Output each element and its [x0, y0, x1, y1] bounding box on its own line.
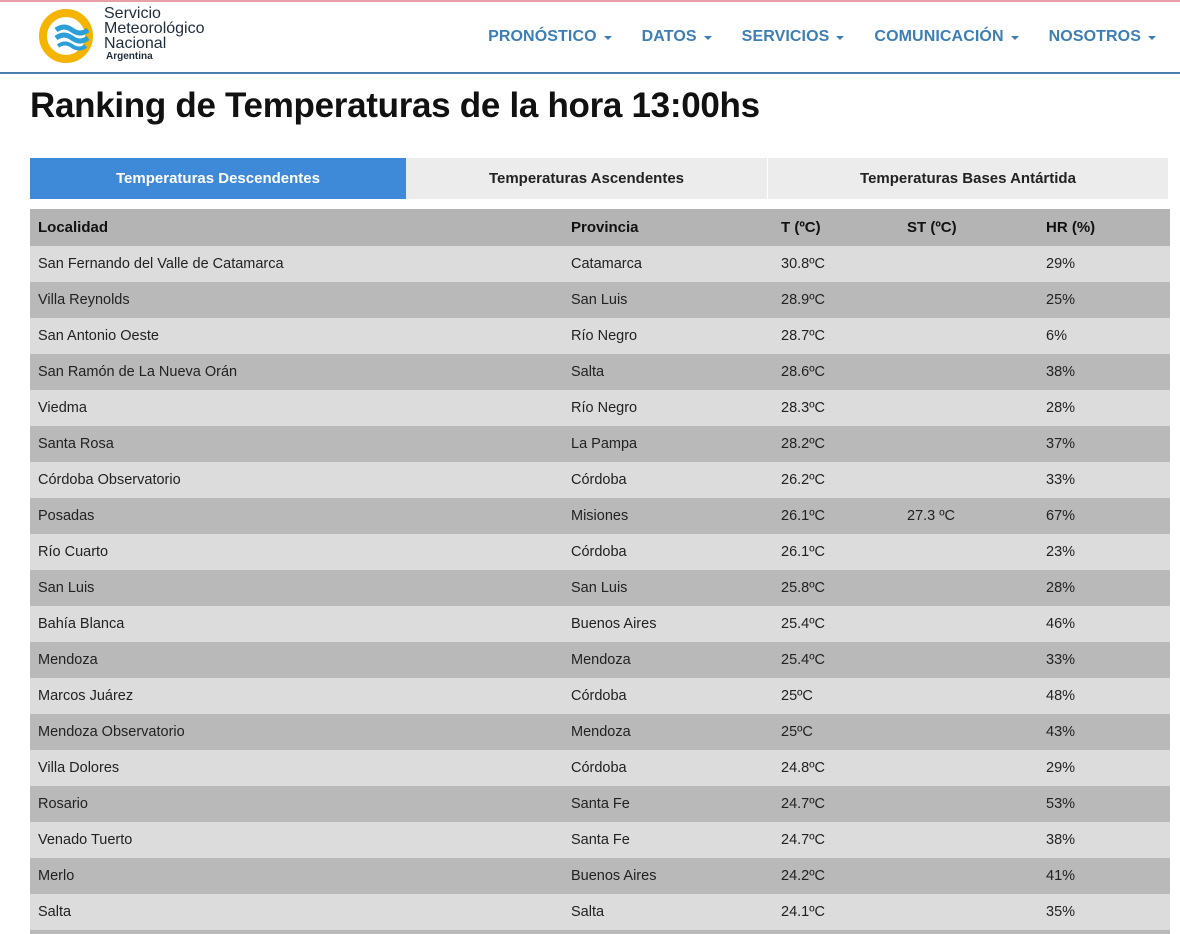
tab-ascendentes[interactable]: Temperaturas Ascendentes	[406, 158, 768, 199]
cell-provincia: Salta	[563, 894, 773, 930]
cell-localidad: San Ramón de La Nueva Orán	[30, 354, 563, 390]
cell-localidad: Salta	[30, 894, 563, 930]
cell-localidad: Santa Rosa	[30, 426, 563, 462]
caret-down-icon	[836, 36, 844, 40]
logo-text	[104, 6, 205, 63]
logo-line-2: Meteorológico	[104, 20, 205, 37]
cell-provincia: Mendoza	[563, 642, 773, 678]
cell-localidad: Viedma	[30, 390, 563, 426]
cell-sensacion	[899, 858, 1038, 894]
cell-humedad: 38%	[1038, 822, 1170, 858]
nav-nosotros-label: NOSOTROS	[1048, 28, 1141, 45]
col-header-provincia: Provincia	[563, 209, 773, 246]
tab-antartida[interactable]: Temperaturas Bases Antártida	[768, 158, 1168, 199]
cell-sensacion	[899, 318, 1038, 354]
cell-sensacion	[899, 390, 1038, 426]
cell-sensacion	[899, 282, 1038, 318]
cell-temperatura: 26.1ºC	[773, 498, 899, 534]
cell-humedad: 23%	[1038, 534, 1170, 570]
cell-sensacion	[899, 354, 1038, 390]
caret-down-icon	[1011, 36, 1019, 40]
cell-provincia: San Luis	[563, 570, 773, 606]
site-header	[0, 2, 1180, 74]
cell-sensacion	[899, 642, 1038, 678]
cell-temperatura: 24.7ºC	[773, 822, 899, 858]
cell-localidad: Posadas	[30, 498, 563, 534]
cell-humedad: 33%	[1038, 642, 1170, 678]
cell-provincia: Mendoza	[563, 714, 773, 750]
table-row	[30, 534, 1170, 570]
cell-temperatura: 25ºC	[773, 714, 899, 750]
cell-sensacion	[899, 822, 1038, 858]
cell-provincia: Buenos Aires	[563, 858, 773, 894]
table-row	[30, 894, 1170, 930]
cell-temperatura: 24.7ºC	[773, 786, 899, 822]
cell-temperatura: 24.1ºC	[773, 894, 899, 930]
table-row	[30, 678, 1170, 714]
cell-localidad: San Antonio Oeste	[30, 318, 563, 354]
cell-sensacion	[899, 534, 1038, 570]
cell-humedad: 28%	[1038, 390, 1170, 426]
cell-localidad: San Luis	[30, 570, 563, 606]
cell-sensacion	[899, 786, 1038, 822]
cell-provincia: Catamarca	[563, 246, 773, 282]
cell-humedad: 48%	[1038, 678, 1170, 714]
cell-humedad: 53%	[1038, 786, 1170, 822]
cell-localidad: Venado Tuerto	[30, 822, 563, 858]
table-row	[30, 606, 1170, 642]
cell-localidad: Marcos Juárez	[30, 678, 563, 714]
cell-localidad: Villa Dolores	[30, 750, 563, 786]
table-row	[30, 642, 1170, 678]
table-row	[30, 714, 1170, 750]
cell-sensacion: 27.3 ºC	[899, 498, 1038, 534]
cell-localidad: Río Cuarto	[30, 534, 563, 570]
table-row	[30, 786, 1170, 822]
smn-logo[interactable]	[38, 5, 205, 66]
cell-temperatura: 25.8ºC	[773, 570, 899, 606]
caret-down-icon	[604, 36, 612, 40]
cell-humedad: 35%	[1038, 894, 1170, 930]
cell-provincia: Salta	[563, 354, 773, 390]
cell-temperatura: 25.4ºC	[773, 642, 899, 678]
cell-sensacion	[899, 246, 1038, 282]
cell-temperatura: 28.9ºC	[773, 282, 899, 318]
cell-provincia: Río Negro	[563, 318, 773, 354]
cell-humedad: 43%	[1038, 714, 1170, 750]
nav-datos[interactable]	[642, 28, 712, 46]
table-row	[30, 282, 1170, 318]
cell-humedad: 67%	[1038, 498, 1170, 534]
table-row	[30, 570, 1170, 606]
cell-temperatura: 30.8ºC	[773, 246, 899, 282]
cell-humedad: 6%	[1038, 318, 1170, 354]
cell-sensacion	[899, 462, 1038, 498]
cell-localidad: Villa Reynolds	[30, 282, 563, 318]
nav-pronostico[interactable]	[488, 28, 612, 46]
cell-temperatura: 28.2ºC	[773, 426, 899, 462]
table-row	[30, 462, 1170, 498]
cell-provincia: Santa Fe	[563, 786, 773, 822]
cell-sensacion	[899, 570, 1038, 606]
table-row	[30, 858, 1170, 894]
cell-sensacion	[899, 606, 1038, 642]
ranking-tabs	[30, 158, 1170, 199]
table-bottom-edge	[30, 930, 1170, 934]
cell-humedad: 29%	[1038, 246, 1170, 282]
cell-sensacion	[899, 894, 1038, 930]
cell-humedad: 25%	[1038, 282, 1170, 318]
col-header-localidad: Localidad	[30, 209, 563, 246]
cell-localidad: Córdoba Observatorio	[30, 462, 563, 498]
main-nav	[458, 28, 1156, 46]
nav-datos-label: DATOS	[641, 28, 697, 45]
cell-temperatura: 25ºC	[773, 678, 899, 714]
cell-localidad: Bahía Blanca	[30, 606, 563, 642]
cell-provincia: Córdoba	[563, 462, 773, 498]
nav-servicios[interactable]	[742, 28, 845, 46]
cell-localidad: Mendoza	[30, 642, 563, 678]
table-row	[30, 354, 1170, 390]
cell-localidad: Merlo	[30, 858, 563, 894]
table-row	[30, 318, 1170, 354]
cell-humedad: 28%	[1038, 570, 1170, 606]
cell-temperatura: 24.8ºC	[773, 750, 899, 786]
cell-provincia: Río Negro	[563, 390, 773, 426]
cell-temperatura: 28.6ºC	[773, 354, 899, 390]
cell-sensacion	[899, 678, 1038, 714]
cell-humedad: 38%	[1038, 354, 1170, 390]
cell-humedad: 33%	[1038, 462, 1170, 498]
cell-provincia: Santa Fe	[563, 822, 773, 858]
table-row	[30, 426, 1170, 462]
cell-temperatura: 26.1ºC	[773, 534, 899, 570]
cell-temperatura: 28.3ºC	[773, 390, 899, 426]
cell-provincia: Córdoba	[563, 750, 773, 786]
page-title: Ranking de Temperaturas de la hora 13:00hs	[30, 86, 760, 125]
smn-logo-icon	[38, 6, 100, 64]
cell-localidad: Rosario	[30, 786, 563, 822]
cell-humedad: 29%	[1038, 750, 1170, 786]
col-header-sensacion: ST (ºC)	[899, 209, 1038, 246]
tab-descendentes[interactable]: Temperaturas Descendentes	[30, 158, 406, 199]
cell-temperatura: 28.7ºC	[773, 318, 899, 354]
table-body	[30, 246, 1170, 930]
cell-temperatura: 26.2ºC	[773, 462, 899, 498]
cell-localidad: San Fernando del Valle de Catamarca	[30, 246, 563, 282]
cell-sensacion	[899, 714, 1038, 750]
nav-comunicacion-label: COMUNICACIÓN	[874, 28, 1004, 45]
cell-provincia: Córdoba	[563, 678, 773, 714]
table-header-row	[30, 209, 1170, 246]
cell-sensacion	[899, 426, 1038, 462]
logo-line-4: Argentina	[106, 51, 153, 62]
col-header-temperatura: T (ºC)	[773, 209, 899, 246]
nav-nosotros[interactable]	[1049, 28, 1156, 46]
cell-provincia: La Pampa	[563, 426, 773, 462]
table-row	[30, 390, 1170, 426]
col-header-humedad: HR (%)	[1038, 209, 1170, 246]
cell-provincia: Buenos Aires	[563, 606, 773, 642]
cell-humedad: 41%	[1038, 858, 1170, 894]
cell-provincia: Córdoba	[563, 534, 773, 570]
cell-humedad: 37%	[1038, 426, 1170, 462]
nav-servicios-label: SERVICIOS	[741, 28, 830, 45]
caret-down-icon	[1148, 36, 1156, 40]
cell-humedad: 46%	[1038, 606, 1170, 642]
caret-down-icon	[704, 36, 712, 40]
cell-provincia: San Luis	[563, 282, 773, 318]
cell-provincia: Misiones	[563, 498, 773, 534]
cell-sensacion	[899, 750, 1038, 786]
logo-line-3: Nacional	[104, 35, 167, 52]
table-row	[30, 822, 1170, 858]
cell-temperatura: 25.4ºC	[773, 606, 899, 642]
table-row	[30, 498, 1170, 534]
nav-pronostico-label: PRONÓSTICO	[488, 28, 597, 45]
nav-comunicacion[interactable]	[874, 28, 1018, 46]
table-row	[30, 246, 1170, 282]
cell-localidad: Mendoza Observatorio	[30, 714, 563, 750]
cell-temperatura: 24.2ºC	[773, 858, 899, 894]
temperature-ranking-table	[30, 209, 1170, 930]
table-row	[30, 750, 1170, 786]
logo-line-1: Servicio	[104, 5, 161, 22]
